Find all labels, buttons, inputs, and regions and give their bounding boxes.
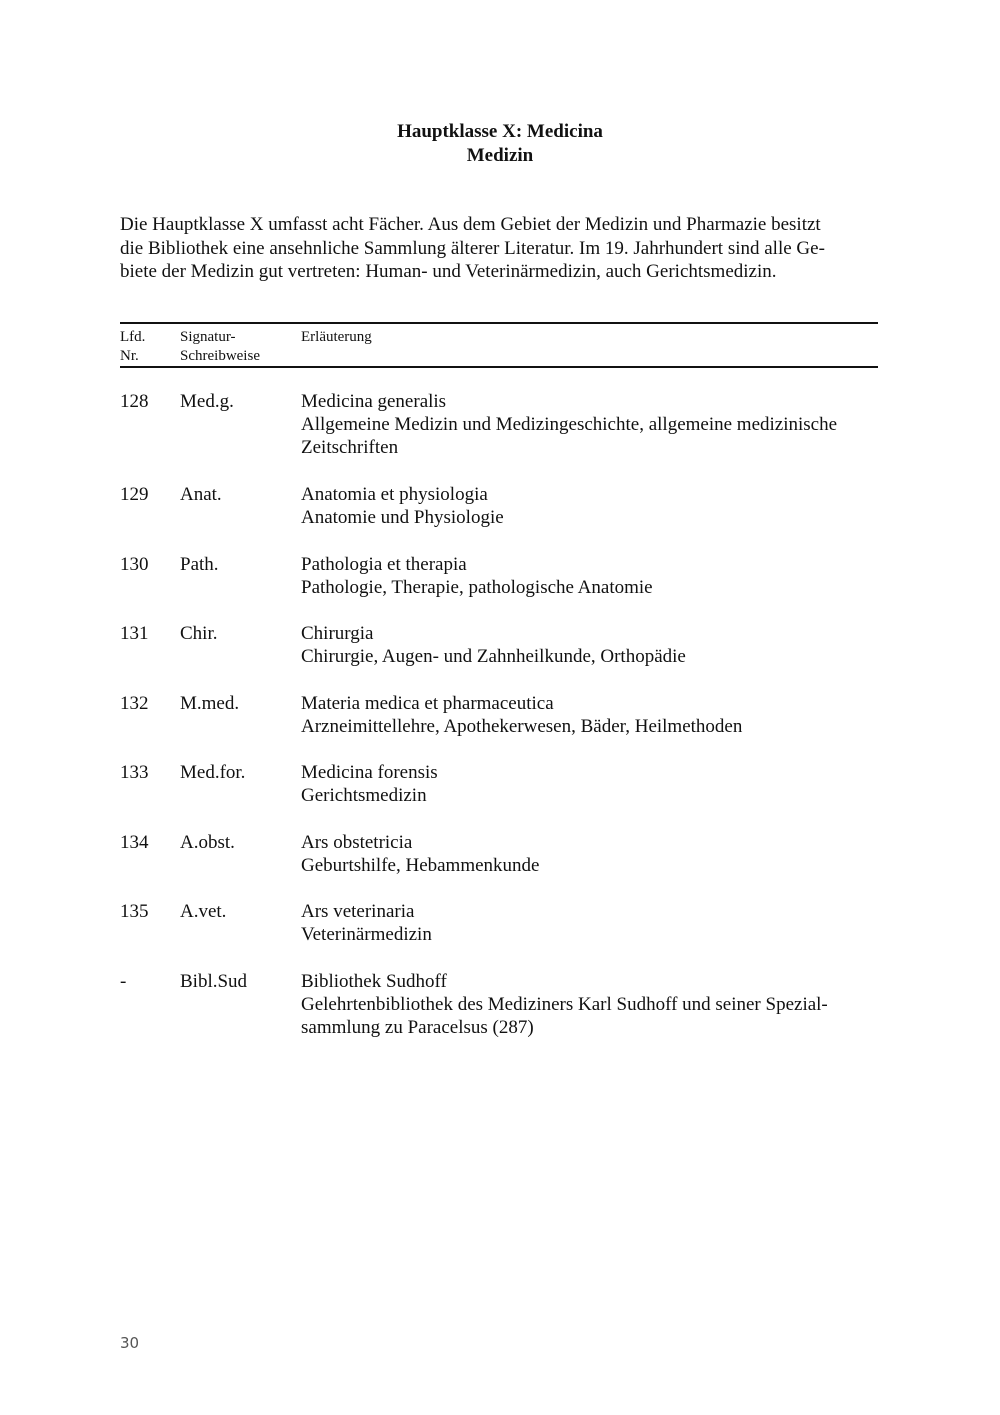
column-header-erlaeuterung: [301, 328, 372, 347]
row-title-latin: Ars veterinaria: [301, 901, 415, 922]
row-signature: Bibl.Sud: [180, 971, 248, 992]
row-title-latin: Medicina generalis: [301, 391, 447, 412]
row-title-latin: Ars obstetricia: [301, 832, 413, 853]
column-header-nr-line1: Lfd.: [120, 329, 146, 345]
row-description-line: Veterinärmedizin: [301, 924, 432, 945]
row-number: -: [120, 971, 127, 992]
row-description-line: Gerichtsmedizin: [301, 785, 427, 806]
row-description-line: Anatomie und Physiologie: [301, 507, 504, 528]
row-description-line: sammlung zu Paracelsus (287): [301, 1017, 534, 1038]
row-number: 132: [120, 693, 149, 714]
column-header-signatur: [180, 328, 260, 366]
intro-line: biete der Medizin gut vertreten: Human- und Veterinärmedizin, auch Gerichtsmedizin.: [120, 261, 777, 282]
row-description-line: Geburtshilfe, Hebammenkunde: [301, 855, 540, 876]
table-top-rule: [120, 322, 878, 324]
row-signature: Med.g.: [180, 391, 234, 412]
row-number: 130: [120, 554, 149, 575]
row-description: [301, 831, 886, 877]
row-number: 131: [120, 623, 149, 644]
row-number: 135: [120, 901, 149, 922]
page-title: Hauptklasse X: Medicina: [397, 121, 603, 142]
row-signature: A.obst.: [180, 832, 235, 853]
row-number: 128: [120, 391, 149, 412]
row-title-latin: Pathologia et therapia: [301, 554, 467, 575]
row-description: [301, 692, 886, 738]
intro-line: Die Hauptklasse X umfasst acht Fächer. Aus dem Gebiet der Medizin und Pharmazie besitzt: [120, 214, 821, 235]
row-description-line: Allgemeine Medizin und Medizingeschichte, allgemeine medizinische: [301, 414, 838, 435]
row-title-latin: Chirurgia: [301, 623, 374, 644]
page-subtitle: Medizin: [466, 145, 534, 166]
row-signature: A.vet.: [180, 901, 227, 922]
page-number: 30: [120, 1334, 140, 1352]
row-description: [301, 390, 886, 459]
row-signature: M.med.: [180, 693, 240, 714]
column-header-nr: [120, 328, 145, 366]
row-number: 133: [120, 762, 149, 783]
column-header-erlaeuterung-label: Erläuterung: [301, 329, 372, 345]
row-description-line: Chirurgie, Augen- und Zahnheilkunde, Orthopädie: [301, 646, 686, 667]
row-description: [301, 900, 886, 946]
row-title-latin: Materia medica et pharmaceutica: [301, 693, 554, 714]
row-title-latin: Anatomia et physiologia: [301, 484, 488, 505]
row-description: [301, 483, 886, 529]
row-description-line: Zeitschriften: [301, 437, 399, 458]
row-description: [301, 553, 886, 599]
row-number: 134: [120, 832, 149, 853]
row-signature: Anat.: [180, 484, 222, 505]
intro-line: die Bibliothek eine ansehnliche Sammlung älterer Literatur. Im 19. Jahrhundert sind alle Ge-: [120, 237, 825, 259]
column-header-signatur-line1: Signatur-: [180, 329, 236, 345]
table-header-rule: [120, 366, 878, 368]
column-header-nr-line2: Nr.: [120, 348, 139, 364]
row-description-line: Gelehrtenbibliothek des Mediziners Karl Sudhoff und seiner Spezial-: [301, 994, 828, 1015]
row-title-latin: Medicina forensis: [301, 762, 438, 783]
row-signature: Chir.: [180, 623, 218, 644]
row-description-line: Arzneimittellehre, Apothekerwesen, Bäder, Heilmethoden: [301, 716, 743, 737]
row-description: [301, 970, 886, 1039]
row-signature: Path.: [180, 554, 219, 575]
column-header-signatur-line2: Schreibweise: [180, 348, 260, 364]
row-signature: Med.for.: [180, 762, 246, 783]
row-number: 129: [120, 484, 149, 505]
row-title-latin: Bibliothek Sudhoff: [301, 971, 447, 992]
intro-paragraph: [120, 213, 880, 284]
row-description: [301, 622, 886, 668]
row-description-line: Pathologie, Therapie, pathologische Anatomie: [301, 577, 653, 598]
row-description: [301, 761, 886, 807]
